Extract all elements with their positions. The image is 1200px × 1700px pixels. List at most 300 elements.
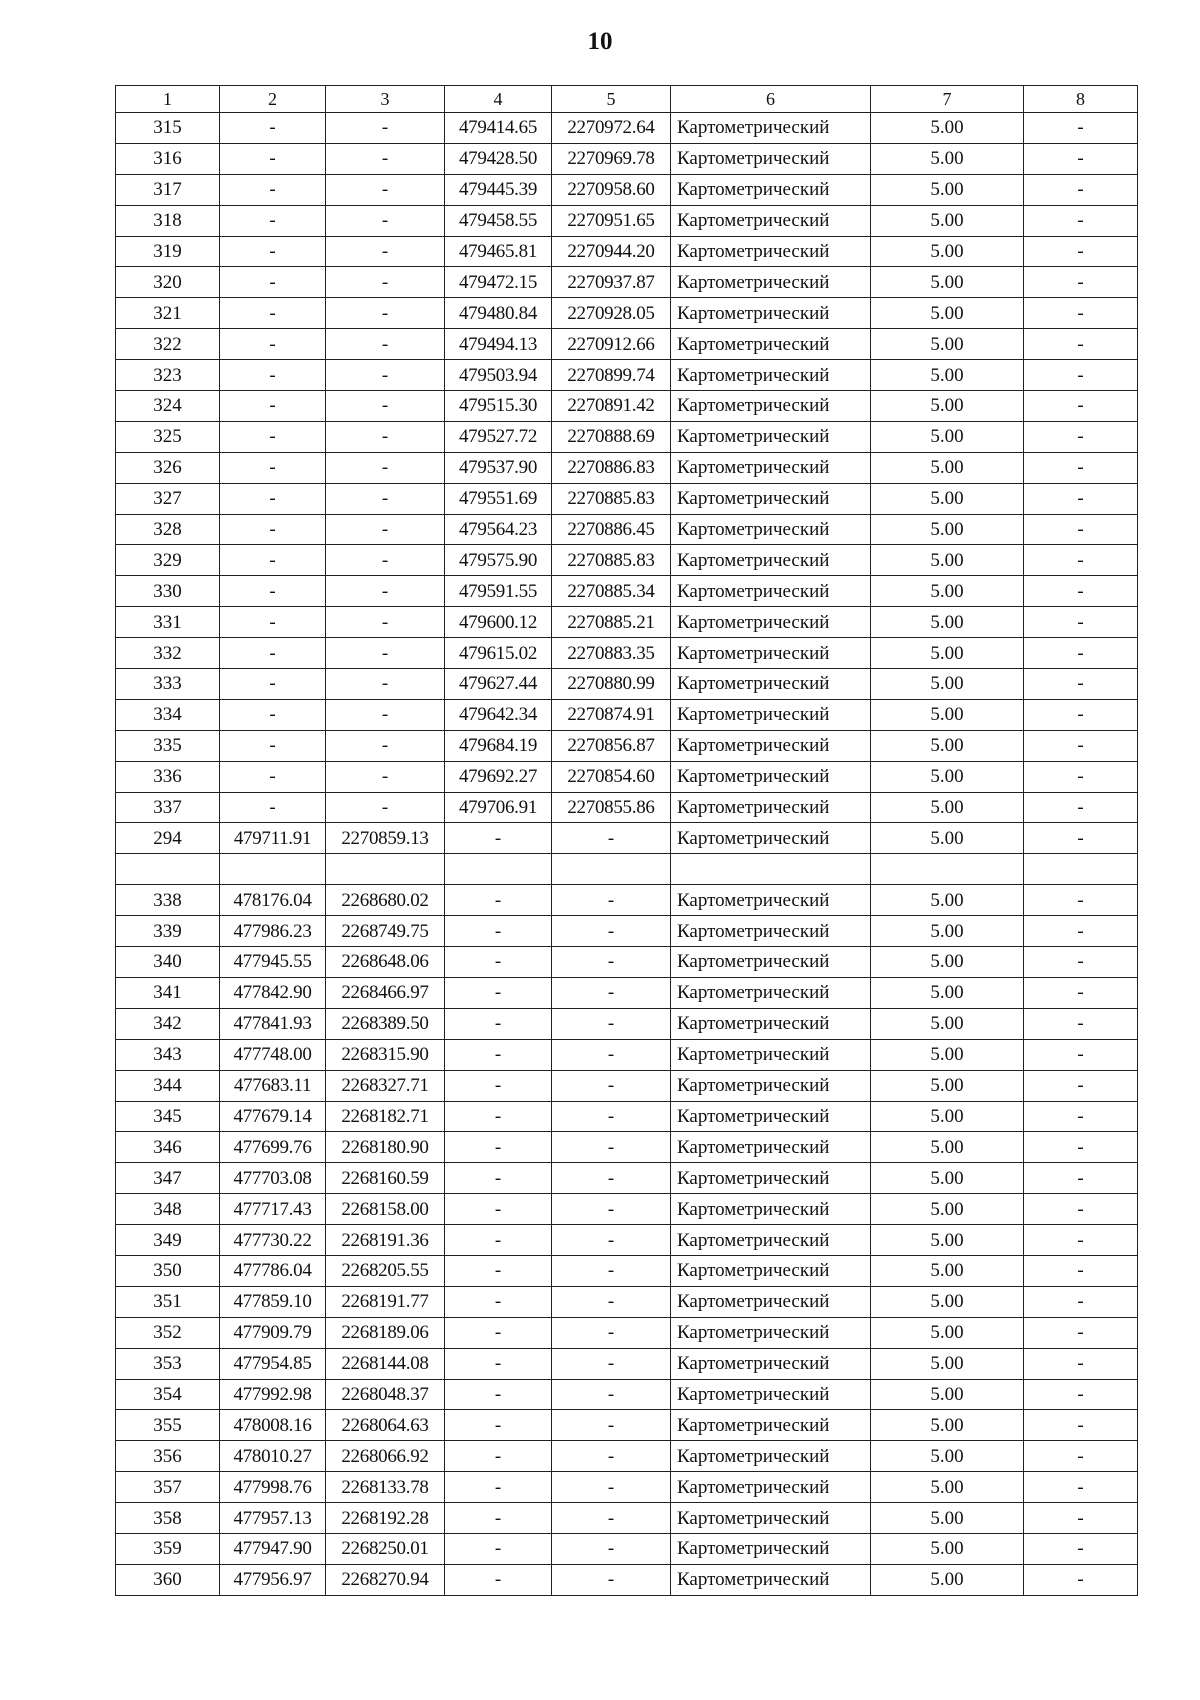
point-number-cell: 330 — [116, 576, 220, 607]
table-row — [116, 205, 1138, 236]
y-old-cell: 2268133.78 — [326, 1472, 445, 1503]
point-number-cell: 343 — [116, 1039, 220, 1070]
table-row — [116, 143, 1138, 174]
y-old-cell — [326, 854, 445, 885]
description-cell: - — [1024, 761, 1138, 792]
description-cell: - — [1024, 792, 1138, 823]
table-row — [116, 761, 1138, 792]
table-row — [116, 977, 1138, 1008]
y-new-cell: - — [552, 1564, 671, 1595]
method-cell: Картометрический — [671, 761, 871, 792]
y-old-cell: 2268158.00 — [326, 1194, 445, 1225]
description-cell: - — [1024, 885, 1138, 916]
point-number-cell: 327 — [116, 483, 220, 514]
point-number-cell: 353 — [116, 1348, 220, 1379]
accuracy-cell: 5.00 — [871, 545, 1024, 576]
description-cell: - — [1024, 421, 1138, 452]
method-cell: Картометрический — [671, 1101, 871, 1132]
method-cell: Картометрический — [671, 1163, 871, 1194]
y-new-cell: 2270880.99 — [552, 669, 671, 700]
table-row — [116, 1039, 1138, 1070]
x-new-cell: - — [445, 1410, 552, 1441]
description-cell: - — [1024, 1472, 1138, 1503]
x-new-cell: - — [445, 947, 552, 978]
y-new-cell: - — [552, 947, 671, 978]
y-old-cell: 2268144.08 — [326, 1348, 445, 1379]
y-new-cell: - — [552, 823, 671, 854]
column-header: 8 — [1024, 86, 1138, 113]
x-old-cell: 477683.11 — [220, 1070, 326, 1101]
accuracy-cell: 5.00 — [871, 761, 1024, 792]
table-row — [116, 576, 1138, 607]
description-cell: - — [1024, 1008, 1138, 1039]
x-old-cell: 477842.90 — [220, 977, 326, 1008]
x-new-cell: - — [445, 1564, 552, 1595]
coordinates-table — [115, 85, 1138, 1596]
point-number-cell: 320 — [116, 267, 220, 298]
accuracy-cell: 5.00 — [871, 1163, 1024, 1194]
x-new-cell: - — [445, 1070, 552, 1101]
x-new-cell: 479472.15 — [445, 267, 552, 298]
y-new-cell: - — [552, 1410, 671, 1441]
y-old-cell: - — [326, 730, 445, 761]
table-row — [116, 1132, 1138, 1163]
table-row — [116, 1348, 1138, 1379]
point-number-cell: 344 — [116, 1070, 220, 1101]
y-old-cell: - — [326, 607, 445, 638]
y-new-cell: - — [552, 1379, 671, 1410]
table-row — [116, 1101, 1138, 1132]
method-cell: Картометрический — [671, 1410, 871, 1441]
accuracy-cell: 5.00 — [871, 1101, 1024, 1132]
y-old-cell: 2268191.36 — [326, 1225, 445, 1256]
table-row — [116, 1564, 1138, 1595]
method-cell: Картометрический — [671, 1317, 871, 1348]
x-old-cell: 477909.79 — [220, 1317, 326, 1348]
x-old-cell: - — [220, 143, 326, 174]
x-old-cell: 477786.04 — [220, 1255, 326, 1286]
point-number-cell: 338 — [116, 885, 220, 916]
y-new-cell: 2270951.65 — [552, 205, 671, 236]
accuracy-cell: 5.00 — [871, 607, 1024, 638]
description-cell: - — [1024, 205, 1138, 236]
point-number-cell: 318 — [116, 205, 220, 236]
y-old-cell: 2268648.06 — [326, 947, 445, 978]
table-row — [116, 638, 1138, 669]
y-old-cell: 2268315.90 — [326, 1039, 445, 1070]
point-number-cell: 354 — [116, 1379, 220, 1410]
table-row — [116, 947, 1138, 978]
y-old-cell: - — [326, 669, 445, 700]
method-cell: Картометрический — [671, 669, 871, 700]
description-cell: - — [1024, 483, 1138, 514]
point-number-cell: 360 — [116, 1564, 220, 1595]
accuracy-cell: 5.00 — [871, 1132, 1024, 1163]
x-new-cell: 479575.90 — [445, 545, 552, 576]
x-old-cell: 477859.10 — [220, 1286, 326, 1317]
y-new-cell: 2270883.35 — [552, 638, 671, 669]
x-new-cell: - — [445, 823, 552, 854]
table-row — [116, 329, 1138, 360]
column-header: 3 — [326, 86, 445, 113]
accuracy-cell: 5.00 — [871, 143, 1024, 174]
y-new-cell: - — [552, 1533, 671, 1564]
method-cell: Картометрический — [671, 1503, 871, 1534]
table-row — [116, 1503, 1138, 1534]
x-old-cell: - — [220, 360, 326, 391]
x-new-cell: 479465.81 — [445, 236, 552, 267]
y-new-cell: 2270885.83 — [552, 483, 671, 514]
description-cell: - — [1024, 236, 1138, 267]
x-new-cell: 479615.02 — [445, 638, 552, 669]
accuracy-cell: 5.00 — [871, 730, 1024, 761]
accuracy-cell: 5.00 — [871, 1194, 1024, 1225]
table-row — [116, 452, 1138, 483]
accuracy-cell: 5.00 — [871, 699, 1024, 730]
description-cell: - — [1024, 1503, 1138, 1534]
y-old-cell: 2268180.90 — [326, 1132, 445, 1163]
table-row — [116, 699, 1138, 730]
x-new-cell: - — [445, 1225, 552, 1256]
method-cell: Картометрический — [671, 576, 871, 607]
x-old-cell — [220, 854, 326, 885]
table-row — [116, 607, 1138, 638]
y-old-cell: 2268064.63 — [326, 1410, 445, 1441]
y-old-cell: 2268182.71 — [326, 1101, 445, 1132]
accuracy-cell: 5.00 — [871, 1317, 1024, 1348]
y-old-cell: 2268192.28 — [326, 1503, 445, 1534]
description-cell: - — [1024, 329, 1138, 360]
accuracy-cell: 5.00 — [871, 1564, 1024, 1595]
accuracy-cell: 5.00 — [871, 1070, 1024, 1101]
description-cell: - — [1024, 1286, 1138, 1317]
accuracy-cell: 5.00 — [871, 1441, 1024, 1472]
x-old-cell: 477957.13 — [220, 1503, 326, 1534]
x-new-cell: 479692.27 — [445, 761, 552, 792]
x-new-cell: 479706.91 — [445, 792, 552, 823]
table-row — [116, 421, 1138, 452]
accuracy-cell: 5.00 — [871, 452, 1024, 483]
description-cell: - — [1024, 1039, 1138, 1070]
method-cell: Картометрический — [671, 916, 871, 947]
description-cell: - — [1024, 916, 1138, 947]
description-cell: - — [1024, 391, 1138, 422]
accuracy-cell — [871, 854, 1024, 885]
description-cell: - — [1024, 143, 1138, 174]
column-header: 7 — [871, 86, 1024, 113]
y-new-cell: 2270886.45 — [552, 514, 671, 545]
method-cell: Картометрический — [671, 483, 871, 514]
point-number-cell: 355 — [116, 1410, 220, 1441]
description-cell: - — [1024, 1348, 1138, 1379]
description-cell: - — [1024, 1225, 1138, 1256]
description-cell: - — [1024, 545, 1138, 576]
accuracy-cell: 5.00 — [871, 205, 1024, 236]
y-new-cell: 2270928.05 — [552, 298, 671, 329]
point-number-cell: 346 — [116, 1132, 220, 1163]
x-old-cell: - — [220, 638, 326, 669]
table-row — [116, 1472, 1138, 1503]
x-old-cell: 477699.76 — [220, 1132, 326, 1163]
x-old-cell: 477986.23 — [220, 916, 326, 947]
x-old-cell: - — [220, 267, 326, 298]
x-new-cell: - — [445, 1533, 552, 1564]
x-old-cell: 477956.97 — [220, 1564, 326, 1595]
y-old-cell: - — [326, 514, 445, 545]
x-old-cell: - — [220, 113, 326, 144]
description-cell — [1024, 854, 1138, 885]
x-old-cell: - — [220, 576, 326, 607]
y-old-cell: 2268189.06 — [326, 1317, 445, 1348]
column-header: 4 — [445, 86, 552, 113]
y-new-cell: - — [552, 1286, 671, 1317]
description-cell: - — [1024, 1533, 1138, 1564]
point-number-cell: 321 — [116, 298, 220, 329]
y-old-cell: 2268749.75 — [326, 916, 445, 947]
table-row — [116, 1441, 1138, 1472]
description-cell: - — [1024, 298, 1138, 329]
point-number-cell: 319 — [116, 236, 220, 267]
accuracy-cell: 5.00 — [871, 1503, 1024, 1534]
y-old-cell: - — [326, 545, 445, 576]
method-cell: Картометрический — [671, 607, 871, 638]
y-new-cell: 2270854.60 — [552, 761, 671, 792]
x-new-cell: - — [445, 1348, 552, 1379]
accuracy-cell: 5.00 — [871, 1039, 1024, 1070]
y-new-cell: - — [552, 1472, 671, 1503]
x-old-cell: - — [220, 452, 326, 483]
y-new-cell: 2270885.83 — [552, 545, 671, 576]
x-old-cell: - — [220, 391, 326, 422]
y-new-cell: 2270937.87 — [552, 267, 671, 298]
x-old-cell: - — [220, 545, 326, 576]
accuracy-cell: 5.00 — [871, 514, 1024, 545]
description-cell: - — [1024, 267, 1138, 298]
point-number-cell: 351 — [116, 1286, 220, 1317]
y-old-cell: - — [326, 792, 445, 823]
table-row — [116, 1379, 1138, 1410]
description-cell: - — [1024, 669, 1138, 700]
y-new-cell: - — [552, 1008, 671, 1039]
y-new-cell: 2270855.86 — [552, 792, 671, 823]
x-old-cell: 477945.55 — [220, 947, 326, 978]
accuracy-cell: 5.00 — [871, 1379, 1024, 1410]
method-cell: Картометрический — [671, 143, 871, 174]
description-cell: - — [1024, 576, 1138, 607]
accuracy-cell: 5.00 — [871, 1472, 1024, 1503]
y-new-cell: 2270958.60 — [552, 174, 671, 205]
table-row — [116, 1286, 1138, 1317]
accuracy-cell: 5.00 — [871, 1225, 1024, 1256]
point-number-cell — [116, 854, 220, 885]
x-old-cell: 477998.76 — [220, 1472, 326, 1503]
y-old-cell: - — [326, 761, 445, 792]
x-new-cell: 479458.55 — [445, 205, 552, 236]
method-cell: Картометрический — [671, 1225, 871, 1256]
point-number-cell: 332 — [116, 638, 220, 669]
table-row — [116, 854, 1138, 885]
x-old-cell: 477947.90 — [220, 1533, 326, 1564]
method-cell: Картометрический — [671, 1379, 871, 1410]
x-old-cell: - — [220, 483, 326, 514]
description-cell: - — [1024, 1132, 1138, 1163]
table-row — [116, 823, 1138, 854]
y-old-cell: 2268066.92 — [326, 1441, 445, 1472]
method-cell: Картометрический — [671, 823, 871, 854]
description-cell: - — [1024, 1070, 1138, 1101]
method-cell: Картометрический — [671, 730, 871, 761]
x-new-cell: - — [445, 1039, 552, 1070]
accuracy-cell: 5.00 — [871, 483, 1024, 514]
x-old-cell: - — [220, 699, 326, 730]
method-cell: Картометрический — [671, 885, 871, 916]
description-cell: - — [1024, 977, 1138, 1008]
description-cell: - — [1024, 452, 1138, 483]
y-old-cell: - — [326, 113, 445, 144]
x-old-cell: 477748.00 — [220, 1039, 326, 1070]
y-old-cell: 2268191.77 — [326, 1286, 445, 1317]
method-cell: Картометрический — [671, 205, 871, 236]
x-new-cell: 479527.72 — [445, 421, 552, 452]
method-cell: Картометрический — [671, 977, 871, 1008]
table-row — [116, 1163, 1138, 1194]
point-number-cell: 334 — [116, 699, 220, 730]
method-cell: Картометрический — [671, 267, 871, 298]
method-cell: Картометрический — [671, 1533, 871, 1564]
method-cell: Картометрический — [671, 1008, 871, 1039]
y-new-cell: - — [552, 916, 671, 947]
y-old-cell: 2268160.59 — [326, 1163, 445, 1194]
table-row — [116, 885, 1138, 916]
method-cell: Картометрический — [671, 1039, 871, 1070]
method-cell: Картометрический — [671, 391, 871, 422]
x-new-cell: 479591.55 — [445, 576, 552, 607]
x-new-cell: 479600.12 — [445, 607, 552, 638]
x-old-cell: 478176.04 — [220, 885, 326, 916]
table-row — [116, 236, 1138, 267]
y-new-cell: 2270886.83 — [552, 452, 671, 483]
table-row — [116, 1255, 1138, 1286]
description-cell: - — [1024, 1410, 1138, 1441]
x-old-cell: 478010.27 — [220, 1441, 326, 1472]
x-new-cell: - — [445, 1163, 552, 1194]
x-old-cell: - — [220, 669, 326, 700]
y-new-cell: - — [552, 977, 671, 1008]
method-cell: Картометрический — [671, 1070, 871, 1101]
y-old-cell: - — [326, 236, 445, 267]
table-row — [116, 1194, 1138, 1225]
table-row — [116, 916, 1138, 947]
y-new-cell: - — [552, 1101, 671, 1132]
table-row — [116, 1008, 1138, 1039]
accuracy-cell: 5.00 — [871, 329, 1024, 360]
point-number-cell: 358 — [116, 1503, 220, 1534]
accuracy-cell: 5.00 — [871, 391, 1024, 422]
y-new-cell: 2270885.21 — [552, 607, 671, 638]
x-new-cell: - — [445, 1008, 552, 1039]
description-cell: - — [1024, 1379, 1138, 1410]
x-old-cell: - — [220, 236, 326, 267]
point-number-cell: 325 — [116, 421, 220, 452]
method-cell: Картометрический — [671, 1472, 871, 1503]
y-old-cell: 2268327.71 — [326, 1070, 445, 1101]
x-old-cell: - — [220, 730, 326, 761]
point-number-cell: 335 — [116, 730, 220, 761]
method-cell: Картометрический — [671, 452, 871, 483]
method-cell — [671, 854, 871, 885]
y-old-cell: 2270859.13 — [326, 823, 445, 854]
y-old-cell: - — [326, 267, 445, 298]
description-cell: - — [1024, 1194, 1138, 1225]
description-cell: - — [1024, 174, 1138, 205]
y-old-cell: - — [326, 699, 445, 730]
x-old-cell: - — [220, 205, 326, 236]
x-new-cell: - — [445, 1472, 552, 1503]
y-new-cell: 2270888.69 — [552, 421, 671, 452]
description-cell: - — [1024, 360, 1138, 391]
description-cell: - — [1024, 1255, 1138, 1286]
accuracy-cell: 5.00 — [871, 792, 1024, 823]
y-new-cell: 2270944.20 — [552, 236, 671, 267]
x-new-cell: 479503.94 — [445, 360, 552, 391]
table-row — [116, 1410, 1138, 1441]
x-new-cell: 479480.84 — [445, 298, 552, 329]
point-number-cell: 323 — [116, 360, 220, 391]
y-new-cell: - — [552, 1255, 671, 1286]
method-cell: Картометрический — [671, 1348, 871, 1379]
x-old-cell: 477841.93 — [220, 1008, 326, 1039]
accuracy-cell: 5.00 — [871, 236, 1024, 267]
y-new-cell: 2270969.78 — [552, 143, 671, 174]
x-new-cell — [445, 854, 552, 885]
column-header: 5 — [552, 86, 671, 113]
point-number-cell: 348 — [116, 1194, 220, 1225]
table-row — [116, 1225, 1138, 1256]
y-old-cell: - — [326, 329, 445, 360]
x-old-cell: - — [220, 421, 326, 452]
x-old-cell: - — [220, 298, 326, 329]
x-new-cell: - — [445, 1255, 552, 1286]
y-old-cell: 2268250.01 — [326, 1533, 445, 1564]
x-old-cell: 477679.14 — [220, 1101, 326, 1132]
method-cell: Картометрический — [671, 113, 871, 144]
method-cell: Картометрический — [671, 514, 871, 545]
method-cell: Картометрический — [671, 421, 871, 452]
x-old-cell: - — [220, 174, 326, 205]
point-number-cell: 342 — [116, 1008, 220, 1039]
column-header: 2 — [220, 86, 326, 113]
x-new-cell: 479537.90 — [445, 452, 552, 483]
point-number-cell: 316 — [116, 143, 220, 174]
y-old-cell: 2268389.50 — [326, 1008, 445, 1039]
y-old-cell: 2268680.02 — [326, 885, 445, 916]
x-old-cell: - — [220, 514, 326, 545]
x-new-cell: - — [445, 1379, 552, 1410]
table-row — [116, 360, 1138, 391]
method-cell: Картометрический — [671, 1441, 871, 1472]
x-new-cell: 479627.44 — [445, 669, 552, 700]
method-cell: Картометрический — [671, 545, 871, 576]
accuracy-cell: 5.00 — [871, 916, 1024, 947]
accuracy-cell: 5.00 — [871, 638, 1024, 669]
method-cell: Картометрический — [671, 1255, 871, 1286]
accuracy-cell: 5.00 — [871, 1008, 1024, 1039]
y-new-cell: - — [552, 1441, 671, 1472]
table-row — [116, 792, 1138, 823]
method-cell: Картометрический — [671, 1286, 871, 1317]
point-number-cell: 345 — [116, 1101, 220, 1132]
x-new-cell: - — [445, 1503, 552, 1534]
